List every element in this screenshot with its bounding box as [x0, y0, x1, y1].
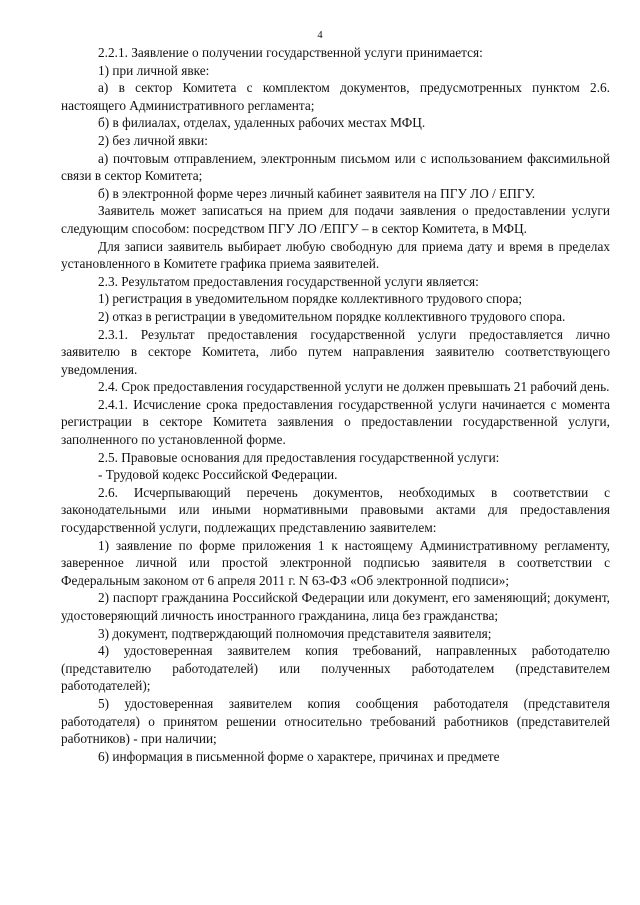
paragraph-result-1: 1) регистрация в уведомительном порядке коллективного трудового спора; — [98, 291, 523, 307]
paragraph-doc-3: 3) документ, подтверждающий полномочия представителя заявителя; — [98, 625, 492, 641]
paragraph-doc-1: 1) заявление по форме приложения 1 к настоящему Административному регламенту, заверенное личной или простой электронной подписью заявителя в соответствии с Федеральным законом от 6 апреля 2011 г. N 63-ФЗ «Об электронной подписи»; — [61, 537, 610, 588]
paragraph-result-2: 2) отказ в регистрации в уведомительном порядке коллективного трудового спора. — [98, 308, 566, 324]
paragraph-doc-2: 2) паспорт гражданина Российской Федерации или документ, его заменяющий; документ, удостоверяющий личность иностранного гражданина, лица без гражданства; — [61, 590, 610, 623]
paragraph-remote-a: а) почтовым отправлением, электронным письмом или с использованием факсимильной связи в сектор Комитета; — [61, 150, 610, 184]
paragraph-2-5: 2.5. Правовые основания для предоставления государственной услуги: — [98, 449, 500, 465]
paragraph-in-person-a: а) в сектор Комитета с комплектом документов, предусмотренных пунктом 2.6. настоящего Административного регламента; — [61, 80, 610, 113]
paragraph-in-person: 1) при личной явке: — [98, 62, 210, 78]
paragraph-doc-4: 4) удостоверенная заявителем копия требований, направленных работодателю (представителю работодателей) или полученных работодателем (представителем работодателей); — [61, 643, 610, 694]
paragraph-remote-b: б) в электронной форме через личный кабинет заявителя на ПГУ ЛО / ЕПГУ. — [98, 185, 536, 201]
paragraph-appointment-time: Для записи заявитель выбирает любую свободную для приема дату и время в пределах установленного в Комитете графика приема заявителей. — [61, 238, 610, 272]
paragraph-2-2-1: 2.2.1. Заявление о получении государственной услуги принимается: — [98, 45, 483, 60]
paragraph-2-3-1: 2.3.1. Результат предоставления государственной услуги предоставляется лично заявителю в секторе Комитета, либо путем направления заявителю соответствующего уведомления. — [61, 326, 610, 377]
page-number: 4 — [317, 30, 323, 41]
paragraph-doc-5: 5) удостоверенная заявителем копия сообщения работодателя (представителя работодателя) о принятом решении относительно требований работников (представителей работников) - при наличии; — [61, 695, 610, 747]
paragraph-2-4-1: 2.4.1. Исчисление срока предоставления государственной услуги начинается с момента регистрации в секторе Комитета заявления о предоставлении государственной услуги, заполненного по установленной форме. — [61, 396, 610, 448]
paragraph-in-person-b: б) в филиалах, отделах, удаленных рабочих местах МФЦ. — [98, 115, 426, 131]
paragraph-labor-code: - Трудовой кодекс Российской Федерации. — [98, 467, 338, 483]
paragraph-2-6: 2.6. Исчерпывающий перечень документов, необходимых в соответствии с законодательными или иными нормативными правовыми актами для предоставления государственной услуги, подлежащих представлению заявителем: — [61, 484, 610, 536]
paragraph-remote: 2) без личной явки: — [98, 132, 208, 148]
paragraph-doc-6: 6) информация в письменной форме о характере, причинах и предмете — [98, 748, 500, 764]
paragraph-appointment: Заявитель может записаться на прием для подачи заявления о предоставлении услуги следующим способом: посредством ПГУ ЛО /ЕПГУ – в сектор Комитета, в МФЦ. — [61, 203, 610, 236]
paragraph-2-3: 2.3. Результатом предоставления государственной услуги является: — [98, 273, 479, 289]
document-body — [61, 44, 610, 765]
paragraph-2-4: 2.4. Срок предоставления государственной услуги не должен превышать 21 рабочий день. — [98, 379, 610, 395]
